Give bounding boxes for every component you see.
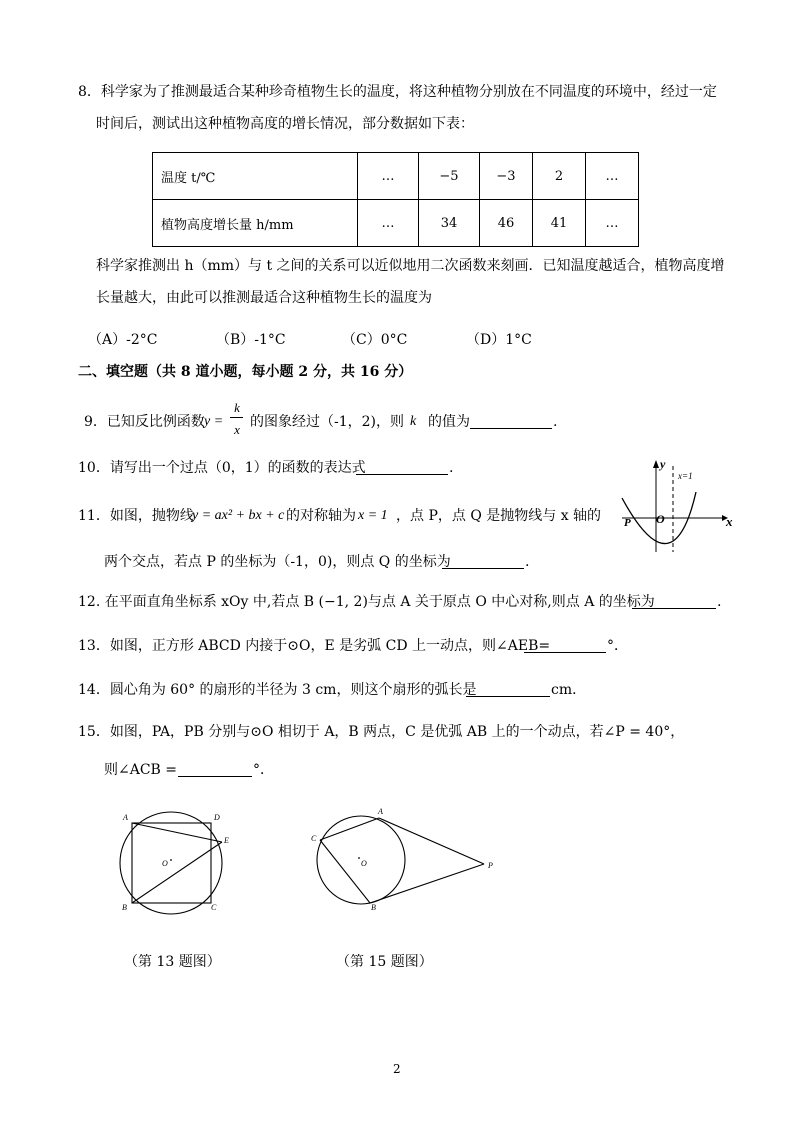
- q9-frac-denominator: x: [234, 422, 240, 437]
- table-row: [153, 153, 639, 200]
- circle-o: [120, 812, 222, 914]
- table-cell: …: [358, 153, 419, 200]
- center-dot: [358, 857, 360, 859]
- q12-text: 12. 在平面直角坐标系 xOy 中,若点 B (−1, 2)与点 A 关于原点 O 中心对称,则点 A 的坐标为: [78, 594, 655, 610]
- q14-end: cm．: [551, 682, 587, 698]
- table-cell: …: [586, 200, 639, 247]
- label-b: B: [371, 903, 376, 912]
- q13-answer-blank: [524, 638, 606, 653]
- q10-end: .: [449, 460, 454, 476]
- q14-answer-blank: [466, 682, 550, 697]
- q11-parabola-figure: [618, 452, 738, 562]
- q12-end: .: [717, 594, 722, 610]
- q15-line-1: 15．如图，PA，PB 分别与⊙O 相切于 A，B 两点，C 是优弧 AB 上的一个动点，若∠P = 40°，: [78, 724, 685, 740]
- tangent-pa: [379, 818, 484, 864]
- q15-answer-blank: [178, 762, 252, 777]
- q9-suffix-2: 的值为: [428, 414, 470, 430]
- label-a: A: [378, 807, 383, 816]
- table-cell: 2: [533, 153, 586, 200]
- label-e: E: [224, 836, 229, 845]
- label-symmetry-axis: x=1: [678, 471, 693, 481]
- fig13-caption: （第 13 题图）: [124, 954, 221, 970]
- q15-end: °．: [253, 762, 274, 778]
- q10-text: 10．请写出一个过点（0，1）的函数的表达式: [78, 460, 366, 476]
- q9-k: k: [410, 414, 417, 429]
- table-cell: −3: [480, 153, 533, 200]
- q9-y-eq: y =: [204, 414, 224, 429]
- label-d: D: [214, 813, 220, 822]
- segment-cb: [320, 840, 370, 903]
- q10-answer-blank: [356, 460, 448, 475]
- q11-mid: 的对称轴为: [286, 508, 356, 524]
- segment-ca: [320, 818, 379, 840]
- label-a: A: [123, 813, 128, 822]
- q15-line-2: 则∠ACB =: [104, 762, 178, 778]
- q8-line-4: 长量越大，由此可以推测最适合这种植物生长的温度为: [96, 290, 432, 306]
- q8-option-c: （C）0°C: [342, 332, 408, 348]
- label-y: y: [660, 457, 666, 471]
- label-o: O: [361, 859, 367, 868]
- q8-data-table: [152, 152, 639, 247]
- q15-tangent-figure: [304, 798, 504, 918]
- table-cell: 41: [533, 200, 586, 247]
- label-origin: O: [656, 512, 665, 526]
- table-cell: …: [586, 153, 639, 200]
- q8-line-3: 科学家推测出 h（mm）与 t 之间的关系可以近似地用二次函数来刻画．已知温度越适合，植物高度增: [96, 258, 725, 274]
- page-number: 2: [393, 1062, 401, 1076]
- label-o: O: [162, 859, 168, 868]
- q11-rest: ，点 P，点 Q 是抛物线与 x 轴的: [396, 508, 602, 524]
- center-dot: [170, 859, 172, 861]
- section-2-heading: 二、填空题（共 8 道小题，每小题 2 分，共 16 分）: [78, 364, 413, 380]
- q9-frac-bar: [230, 417, 243, 418]
- q9-end: .: [553, 414, 558, 430]
- q13-end: °．: [607, 638, 628, 654]
- q11-formula: y = ax² + bx + c: [192, 508, 285, 523]
- q13-text: 13．如图，正方形 ABCD 内接于⊙O，E 是劣弧 CD 上一动点，则∠AEB=: [78, 638, 551, 654]
- q13-circle-square-figure: [108, 806, 238, 916]
- label-c: C: [211, 903, 217, 912]
- table-cell: 46: [480, 200, 533, 247]
- fig15-caption: （第 15 题图）: [336, 954, 433, 970]
- table-cell: …: [358, 200, 419, 247]
- label-c: C: [311, 834, 317, 843]
- q8-line-1: 8．科学家为了推测最适合某种珍奇植物生长的温度，将这种植物分别放在不同温度的环境中，经过一定: [78, 84, 717, 100]
- q9-prefix: 9．已知反比例函数: [84, 414, 205, 430]
- table-cell: 温度 t/℃: [153, 153, 358, 200]
- y-axis-arrow: [653, 460, 659, 468]
- q9-frac-numerator: k: [234, 400, 240, 415]
- q8-option-a: （A）-2°C: [88, 332, 158, 348]
- q11-axis: x = 1: [358, 508, 388, 523]
- table-row: [153, 200, 639, 247]
- q11-line-2: 两个交点，若点 P 的坐标为（-1，0)，则点 Q 的坐标为: [104, 554, 451, 570]
- q14-text: 14．圆心角为 60° 的扇形的半径为 3 cm，则这个扇形的弧长是: [78, 682, 477, 698]
- q11-answer-blank: [442, 554, 524, 569]
- label-b: B: [122, 903, 127, 912]
- tangent-pb: [370, 864, 484, 903]
- q8-line-2: 时间后，测试出这种植物高度的增长情况，部分数据如下表：: [96, 116, 474, 132]
- label-x: x: [726, 514, 733, 529]
- q8-option-b: （B）-1°C: [216, 332, 286, 348]
- q9-suffix: 的图象经过（-1，2)，则: [250, 414, 405, 430]
- q12-answer-blank: [632, 594, 716, 609]
- q9-answer-blank: [470, 414, 552, 429]
- label-p: P: [488, 861, 493, 870]
- table-cell: −5: [419, 153, 480, 200]
- label-p: P: [624, 517, 631, 529]
- segment-be: [132, 842, 222, 903]
- q11-end: .: [525, 554, 530, 570]
- q11-prefix: 11．如图，抛物线: [78, 508, 194, 524]
- q8-option-d: （D）1°C: [466, 332, 532, 348]
- table-cell: 34: [419, 200, 480, 247]
- segment-ae: [132, 823, 222, 842]
- square-abcd: [132, 823, 211, 903]
- table-cell: 植物高度增长量 h/mm: [153, 200, 358, 247]
